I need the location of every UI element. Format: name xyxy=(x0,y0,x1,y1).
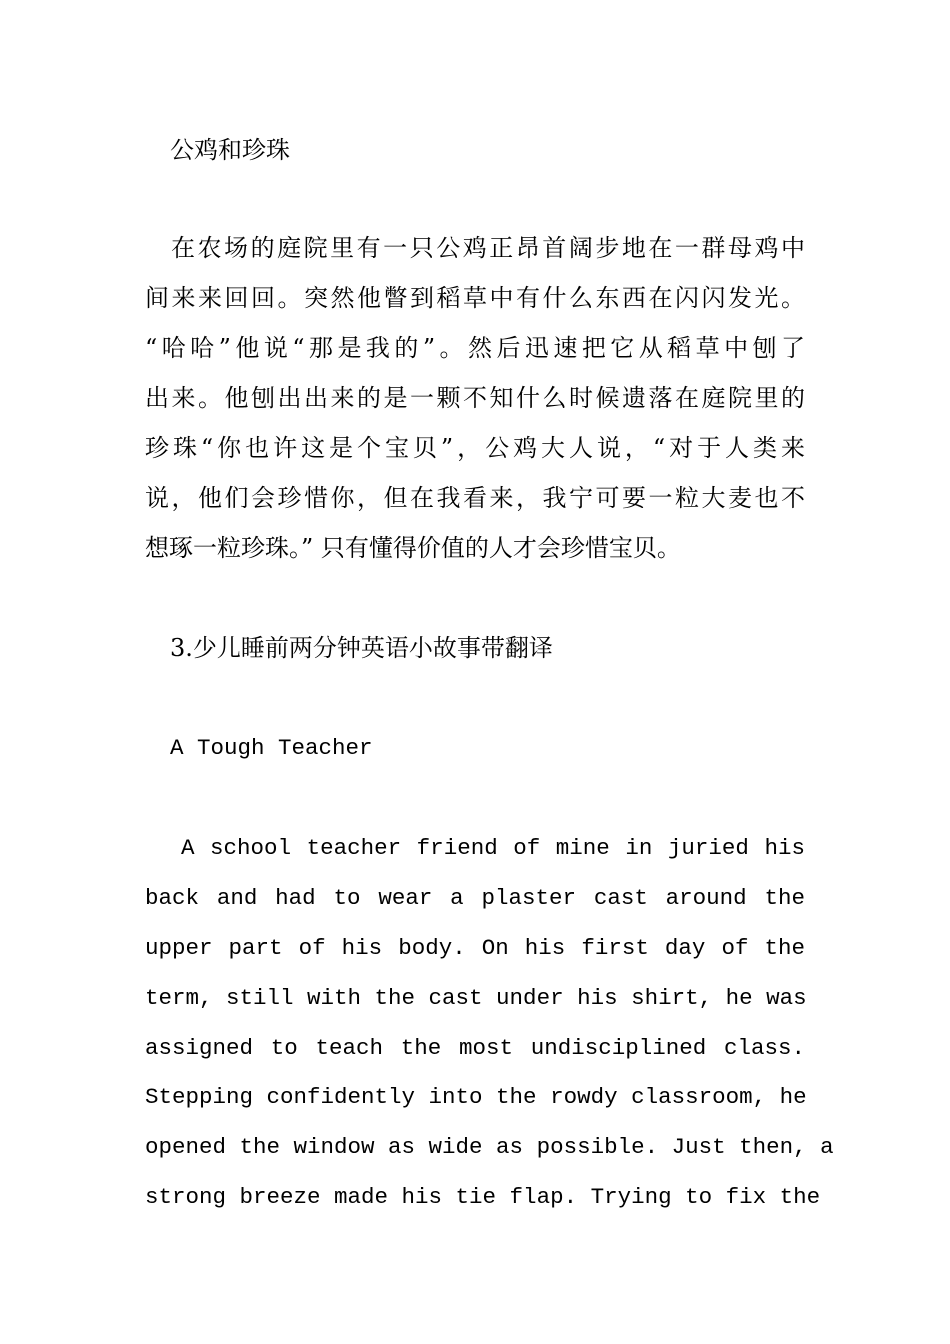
paragraph-line: 想琢一粒珍珠。” 只有懂得价值的人才会珍惜宝贝。 xyxy=(145,534,681,562)
paragraph-line: “哈哈”他说“那是我的”。然后迅速把它从稻草中刨了 xyxy=(145,334,805,362)
paragraph-line: term, still with the cast under his shirt, he was xyxy=(145,985,807,1011)
paragraph-line: 说，他们会珍惜你，但在我看来，我宁可要一粒大麦也不 xyxy=(145,484,805,512)
paragraph-line: Stepping confidently into the rowdy classroom, he xyxy=(145,1084,807,1110)
paragraph-line: A school teacher friend of mine in juried his xyxy=(181,835,805,861)
section-heading: 3.少儿睡前两分钟英语小故事带翻译 xyxy=(170,634,553,662)
paragraph-line: 在农场的庭院里有一只公鸡正昂首阔步地在一群母鸡中 xyxy=(171,234,805,262)
paragraph-line: opened the window as wide as possible. Just then, a xyxy=(145,1134,834,1160)
paragraph-line: upper part of his body. On his first day of the xyxy=(145,935,805,961)
paragraph-line: 间来来回回。突然他瞥到稻草中有什么东西在闪闪发光。 xyxy=(145,284,805,312)
paragraph-line: assigned to teach the most undisciplined class. xyxy=(145,1035,805,1061)
paragraph-line: 珍珠“你也许这是个宝贝”，公鸡大人说，“对于人类来 xyxy=(145,434,805,462)
paragraph-line: strong breeze made his tie flap. Trying to fix the xyxy=(145,1184,821,1210)
paragraph-line: 出来。他刨出出来的是一颗不知什么时候遗落在庭院里的 xyxy=(145,384,805,412)
story-title-cn: 公鸡和珍珠 xyxy=(170,136,290,164)
story-title-en: A Tough Teacher xyxy=(170,735,373,761)
paragraph-line: back and had to wear a plaster cast around the xyxy=(145,885,805,911)
